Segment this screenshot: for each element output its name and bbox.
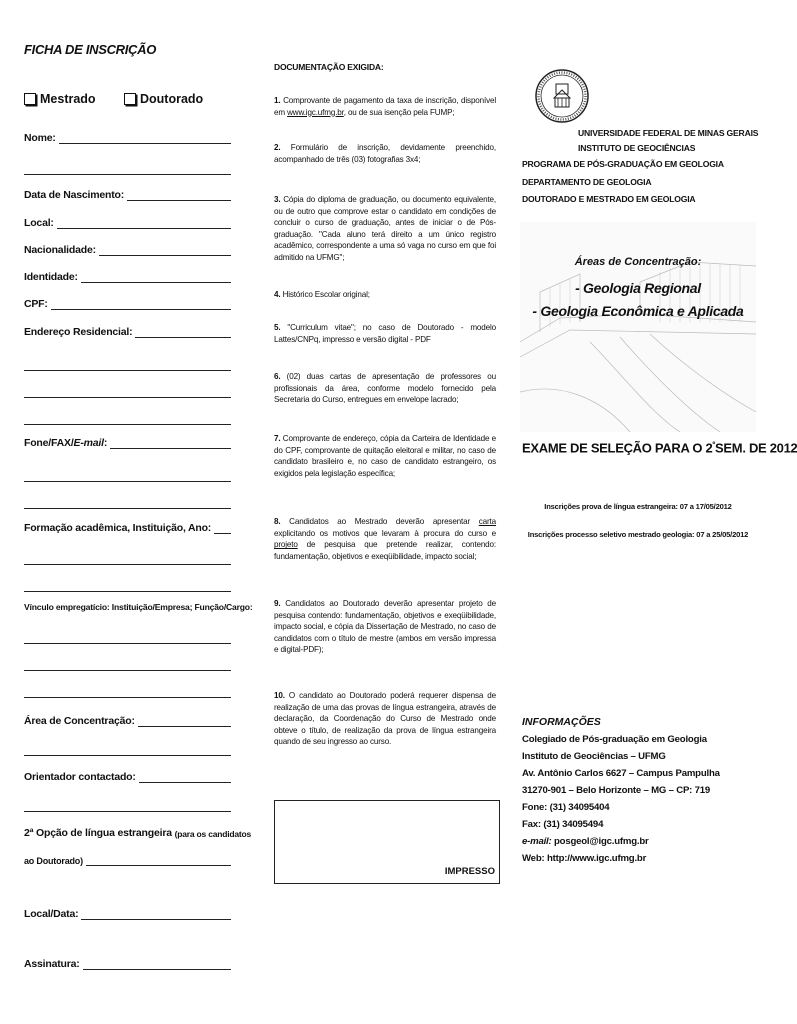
area-label: Área de Concentração:: [24, 715, 135, 727]
impresso-label: IMPRESSO: [444, 866, 495, 877]
blank-line[interactable]: [24, 481, 231, 482]
area-economica: - Geologia Econômica e Aplicada: [532, 303, 744, 319]
doc-item-1: 1. Comprovante de pagamento da taxa de inscrição, disponível em www.igc.ufmg.br, ou de sua isenção pela FUMP;: [274, 96, 497, 117]
endereco-line[interactable]: [135, 327, 231, 338]
assinatura-label: Assinatura:: [24, 958, 80, 970]
lingua-label: 2ª Opção de língua estrangeira: [24, 827, 172, 839]
lingua-doutorado-label: ao Doutorado): [24, 856, 83, 866]
formacao-field[interactable]: [24, 522, 231, 534]
local-data-field[interactable]: [24, 908, 231, 920]
form-title: FICHA DE INSCRIÇÃO: [24, 42, 157, 57]
data-nascimento-field[interactable]: [24, 189, 231, 201]
data-nascimento-label: Data de Nascimento:: [24, 189, 125, 201]
ufmg-seal-icon: [534, 68, 590, 124]
impresso-box: [274, 800, 500, 884]
blank-line[interactable]: [24, 670, 231, 671]
nome-label: Nome:: [24, 132, 56, 144]
info-colegiado: Colegiado de Pós-graduação em Geologia: [522, 734, 707, 745]
degree-name: DOUTORADO E MESTRADO EM GEOLOGIA: [522, 194, 696, 204]
doc-item-7: 7. Comprovante de endereço, cópia da Carteira de Identidade e do CPF, comprovante de quitação eleitoral e militar, no caso de candidato brasileiro e, no caso de candidato estrangeiro, os exigidos pela legislação específica;: [274, 434, 496, 478]
mestrado-checkbox[interactable]: [24, 92, 96, 106]
doc-item-4: 4. Histórico Escolar original;: [274, 290, 370, 299]
blank-line[interactable]: [24, 755, 231, 756]
local-field[interactable]: [24, 217, 231, 229]
lingua-note: (para os candidatos: [174, 829, 252, 839]
info-title: INFORMAÇÕES: [522, 716, 601, 728]
local-label: Local:: [24, 217, 54, 229]
lingua-field: [24, 827, 252, 839]
cpf-field[interactable]: [24, 298, 231, 310]
doc-item-6: 6. (02) duas cartas de apresentação de professores ou profissionais da área, conforme modelo fornecido pela Secretaria do Curso, entregues em envelope lacrado;: [274, 372, 496, 405]
email-link[interactable]: posgeol@igc.ufmg.br: [554, 836, 649, 847]
orientador-label: Orientador contactado:: [24, 771, 136, 783]
local-data-label: Local/Data:: [24, 908, 79, 920]
campus-building-image: [520, 222, 756, 432]
mestrado-label: Mestrado: [40, 92, 96, 106]
department-name: DEPARTAMENTO DE GEOLOGIA: [522, 177, 652, 187]
area-line[interactable]: [138, 716, 231, 727]
doc-item-10: 10. O candidato ao Doutorado poderá requerer dispensa de realização de uma das provas de língua estrangeira, através de declaração, da Coordenação do Curso de Mestrado onde obteve o título, de realização da prova de língua estrangeira quando de seu ingresso ao curso.: [274, 691, 496, 747]
blank-line[interactable]: [24, 370, 231, 371]
assinatura-field[interactable]: [24, 958, 231, 970]
fone-field[interactable]: [24, 437, 231, 449]
institute-name: INSTITUTO DE GEOCIÊNCIAS: [578, 143, 696, 153]
inscricao-lingua: Inscrições prova de língua estrangeira: 07 a 17/05/2012: [544, 502, 732, 511]
identidade-field[interactable]: [24, 271, 231, 283]
vinculo-field: [24, 602, 253, 612]
fone-line[interactable]: [110, 438, 231, 449]
cpf-line[interactable]: [51, 299, 231, 310]
identidade-line[interactable]: [81, 272, 231, 283]
blank-line[interactable]: [24, 697, 231, 698]
program-name: PROGRAMA DE PÓS-GRADUAÇÃO EM GEOLOGIA: [522, 159, 724, 169]
formacao-line[interactable]: [214, 523, 231, 534]
blank-line[interactable]: [24, 643, 231, 644]
nome-line[interactable]: [59, 133, 231, 144]
fone-label: Fone/FAX/E-mail:: [24, 437, 108, 449]
lingua-doutorado-field[interactable]: [24, 855, 231, 866]
info-cep: 31270-901 – Belo Horizonte – MG – CP: 719: [522, 785, 711, 796]
assinatura-line[interactable]: [83, 959, 231, 970]
areas-title: Áreas de Concentração:: [574, 256, 702, 268]
identidade-label: Identidade:: [24, 271, 78, 283]
blank-line[interactable]: [24, 508, 231, 509]
documentation-heading: DOCUMENTAÇÃO EXIGIDA:: [274, 62, 384, 72]
inscricao-mestrado: Inscrições processo seletivo mestrado geologia: 07 a 25/05/2012: [527, 530, 749, 539]
local-line[interactable]: [57, 218, 231, 229]
blank-line[interactable]: [24, 397, 231, 398]
exam-title: EXAME DE SELEÇÃO PARA O $2^ºSEM$. DE 2012: [522, 440, 797, 456]
info-fax: Fax: (31) 34095494: [522, 819, 604, 830]
nacionalidade-field[interactable]: [24, 244, 231, 256]
local-data-line[interactable]: [81, 909, 231, 920]
info-email: e-mail: posgeol@igc.ufmg.br: [522, 836, 649, 847]
blank-line[interactable]: [24, 174, 231, 175]
doc-item-5: 5. "Curriculum vitae"; no caso de Doutorado - modelo Lattes/CNPq, impresso e versão digital - PDF: [274, 323, 496, 344]
info-instituto: Instituto de Geociências – UFMG: [522, 751, 666, 762]
endereco-field[interactable]: [24, 326, 231, 338]
doc-item-9: 9. Candidatos ao Doutorado deverão apresentar projeto de pesquisa contendo: fundamentação, objetivos e exeqüibilidade, impacto social, e cópia da Dissertação de Mestrado, no caso de candidatos com o título de mestre (ambos em versão impressa e digital-PDF);: [274, 599, 497, 655]
doutorado-label: Doutorado: [140, 92, 204, 106]
info-phone: Fone: (31) 34095404: [522, 802, 610, 813]
info-web[interactable]: Web: http://www.igc.ufmg.br: [522, 853, 647, 864]
checkbox-icon: [124, 93, 136, 105]
doc-item-8: 8. Candidatos ao Mestrado deverão apresentar carta explicitando os motivos que levaram à procura do curso e projeto de pesquisa que pretende realizar, contendo: fundamentação, objetivos e exeqüibilidade, impacto social;: [274, 517, 496, 561]
orientador-field[interactable]: [24, 771, 231, 783]
blank-line[interactable]: [24, 424, 231, 425]
info-address: Av. Antônio Carlos 6627 – Campus Pampulha: [522, 768, 720, 779]
orientador-line[interactable]: [139, 772, 231, 783]
cpf-label: CPF:: [24, 298, 48, 310]
nacionalidade-label: Nacionalidade:: [24, 244, 96, 256]
blank-line[interactable]: [24, 564, 231, 565]
doc-item-3: 3. Cópia do diploma de graduação, ou documento equivalente, ou de outro que comprove estar o candidato em condições de concluir o curso de graduação, antes de iniciar o de Pós-graduação. "Cada aluno terá direito a um único registro acadêmico, correspondente a uma só vaga no curso em que foi admitido na UFMG";: [274, 195, 496, 262]
checkbox-icon: [24, 93, 36, 105]
area-regional: - Geologia Regional: [575, 280, 701, 296]
data-nascimento-line[interactable]: [127, 190, 231, 201]
formacao-label: Formação acadêmica, Instituição, Ano:: [24, 522, 212, 534]
vinculo-label: Vínculo empregatício: Instituição/Empresa; Função/Cargo:: [24, 602, 253, 612]
lingua-line[interactable]: [86, 855, 231, 866]
nome-field[interactable]: [24, 132, 231, 144]
university-name: UNIVERSIDADE FEDERAL DE MINAS GERAIS: [578, 128, 759, 138]
area-field[interactable]: [24, 715, 231, 727]
nacionalidade-line[interactable]: [99, 245, 231, 256]
doutorado-checkbox[interactable]: [124, 92, 203, 106]
igc-link[interactable]: www.igc.ufmg.br: [287, 107, 344, 117]
blank-line[interactable]: [24, 811, 231, 812]
blank-line[interactable]: [24, 591, 231, 592]
doc-item-2: 2. Formulário de inscrição, devidamente preenchido, acompanhado de três (03) fotografias 3x4;: [274, 143, 496, 164]
endereco-label: Endereço Residencial:: [24, 326, 133, 338]
